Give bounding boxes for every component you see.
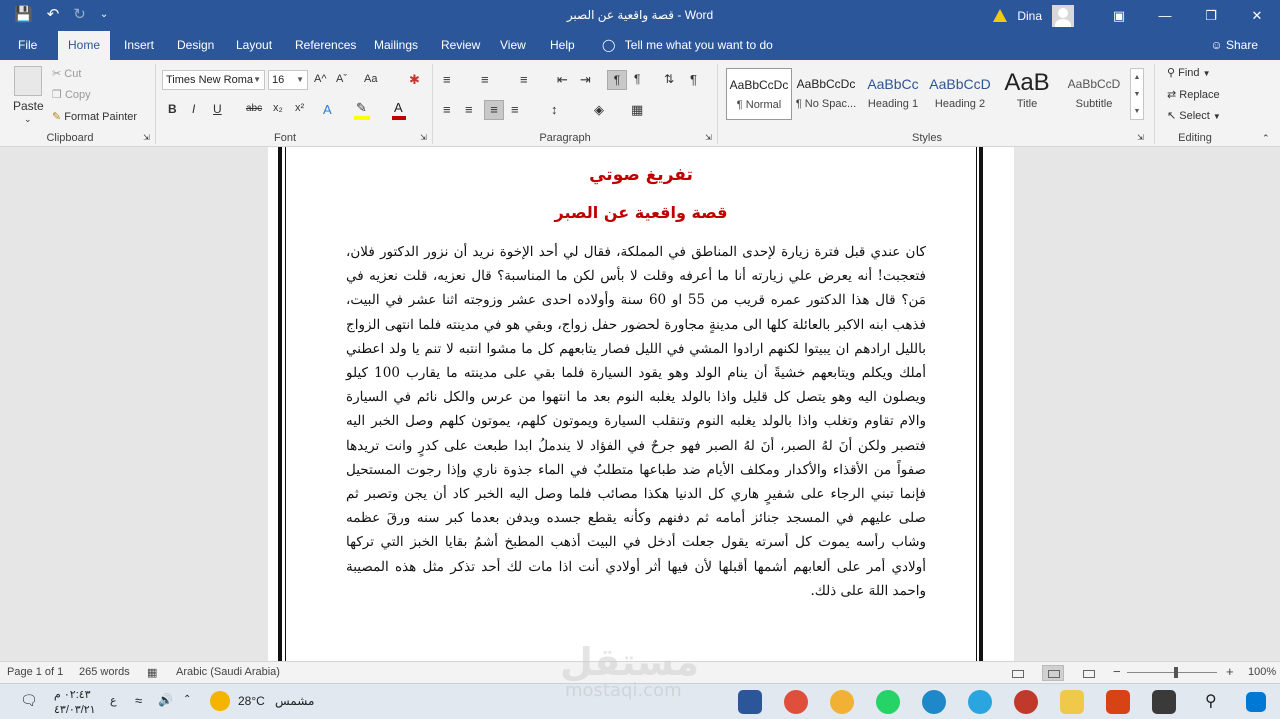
tab-view[interactable]: View [500,38,526,52]
group-label-paragraph: Paragraph [539,132,591,144]
highlight-icon[interactable]: ✎ [356,100,367,115]
quick-app-icon[interactable] [1106,690,1130,714]
tab-file[interactable]: File [18,38,38,52]
find-button[interactable] [1167,66,1211,79]
chrome-profile-icon[interactable] [784,690,808,714]
copy-button[interactable] [52,88,91,101]
group-label-editing: Editing [1178,132,1212,144]
font-name-value: Times New Roma [166,74,253,86]
document-heading[interactable]: تفريغ صوتي [589,165,693,185]
ribbon-tabs [0,31,1280,60]
telegram-icon[interactable] [968,690,992,714]
document-page[interactable] [268,147,1014,661]
share-label: Share [1225,38,1258,52]
format-painter-label: Format Painter [64,111,138,123]
minimize-icon[interactable]: — [1158,8,1172,23]
styles-launcher-icon[interactable]: ⇲ [1137,133,1144,142]
line-spacing-icon[interactable]: ↕ [551,102,558,117]
customize-qat-icon[interactable]: ⌄ [99,9,109,20]
page-border [278,147,282,661]
ribbon-display-options-icon[interactable]: ▣ [1112,7,1126,23]
lightbulb-icon: ◯ [602,38,616,52]
taskbar-date[interactable]: ٤٣/٠٣/٢١ [54,704,96,716]
notification-icon[interactable]: 🗨 [20,692,38,708]
brush-icon: ✎ [52,111,62,123]
clear-formatting-icon[interactable]: ✱ [409,72,420,87]
page-border [976,147,977,661]
media-player-icon[interactable] [1014,690,1038,714]
highlight-color-swatch [354,116,370,120]
style-sample: AaBbCcDc [729,78,789,92]
style-name: Subtitle [1075,98,1113,110]
task-view-icon[interactable] [1152,690,1176,714]
group-label-font: Font [273,132,296,144]
style-normal[interactable] [726,68,792,120]
style-sample: AaBbCcD [1067,77,1121,91]
increase-indent-icon[interactable]: ⇥ [580,72,591,87]
windows-start-icon[interactable] [1246,692,1266,712]
tab-help[interactable]: Help [550,38,575,52]
tab-references[interactable]: References [295,38,357,52]
replace-label: Replace [1179,89,1220,101]
decrease-indent-icon[interactable]: ⇤ [557,72,568,87]
strikethrough-button[interactable]: abc [246,103,263,114]
paste-icon[interactable] [14,66,42,96]
cut-label: Cut [64,68,82,80]
style-name: ¶ No Spac... [795,98,857,110]
collapse-ribbon-icon[interactable]: ⌃ [1262,133,1270,143]
style-heading-1[interactable] [860,68,926,120]
taskbar-time[interactable]: ٠٢:٤٣ م [54,689,91,701]
align-center-icon[interactable]: ≡ [465,102,473,117]
weather-condition[interactable]: مشمس [275,694,315,708]
word-app-icon[interactable] [738,690,762,714]
input-language[interactable]: ع [110,695,117,707]
divider [155,64,156,144]
document-canvas[interactable] [0,147,1280,661]
watermark: mostaqi.com [565,680,682,701]
underline-button[interactable]: U [213,102,222,116]
replace-icon: ⇄ [1167,89,1177,101]
divider [717,64,718,144]
watermark: مستقل [560,640,699,684]
edge-icon[interactable] [922,690,946,714]
weather-sun-icon[interactable] [210,691,230,711]
ribbon-home [0,60,1280,147]
document-title: قصة واقعية عن الصبر - Word [566,8,714,22]
scroll-down-icon[interactable]: ▼ [1133,91,1141,98]
volume-icon[interactable]: 🔊 [158,693,173,707]
paste-button[interactable]: Paste [13,99,44,113]
rtl-direction-icon[interactable]: ¶ [607,70,627,90]
sort-icon[interactable]: ⇅ [664,72,675,86]
style-name: Title [1016,98,1038,110]
document-subheading[interactable]: قصة واقعية عن الصبر [554,203,728,222]
file-explorer-icon[interactable] [1060,690,1084,714]
chevron-down-icon: ▼ [1212,112,1221,121]
zoom-out-icon[interactable]: − [1113,664,1121,679]
wifi-icon[interactable]: ≈ [135,693,143,708]
page-border [979,147,983,661]
copy-icon: ❐ [52,89,62,101]
cursor-icon: ↖ [1167,110,1177,122]
style-no-spacing[interactable] [793,68,859,120]
style-title[interactable] [994,68,1060,120]
weather-temperature[interactable]: 28°C [238,694,265,708]
borders-icon[interactable]: ▦ [631,102,644,117]
style-heading-2[interactable] [927,68,993,120]
italic-button[interactable]: I [192,102,196,116]
search-icon[interactable]: ⚲ [1205,693,1217,710]
style-sample: AaBbCcDc [796,77,856,91]
style-sample: AaBbCcD [929,76,991,92]
bold-button[interactable]: B [168,102,177,116]
share-button[interactable] [1210,31,1258,60]
style-subtitle[interactable] [1061,68,1127,120]
zoom-level[interactable]: 100% [1248,666,1277,678]
page-border [285,147,286,661]
save-icon[interactable]: 💾 [14,6,33,23]
styles-scroll[interactable] [1130,68,1144,120]
style-sample: AaB [1004,69,1050,96]
zoom-slider[interactable] [1127,672,1217,673]
multilevel-list-icon[interactable]: ≡ [520,72,528,87]
font-color-swatch [392,116,406,120]
font-launcher-icon[interactable]: ⇲ [420,133,427,142]
tab-insert[interactable]: Insert [124,38,155,52]
read-mode-icon[interactable] [1006,665,1028,681]
group-label-styles: Styles [912,132,942,144]
numbering-icon[interactable]: ≡ [481,72,489,87]
justify-icon[interactable]: ≡ [511,102,519,117]
tab-home[interactable]: Home [58,31,110,60]
select-label: Select [1179,110,1210,122]
select-button[interactable] [1167,109,1221,122]
maximize-icon[interactable]: ❐ [1205,7,1217,23]
font-color-button[interactable]: A [394,100,403,115]
superscript-button[interactable]: x² [295,102,305,114]
word-count[interactable]: 265 words [79,666,130,678]
person-icon: ☺ [1210,38,1223,52]
replace-button[interactable] [1167,88,1220,101]
tab-design[interactable]: Design [177,38,215,52]
cut-button[interactable] [52,67,81,80]
scissors-icon: ✂ [52,68,62,80]
style-name: ¶ Normal [736,99,782,111]
more-styles-icon[interactable]: ▼ [1133,108,1141,115]
document-body-text[interactable]: كان عندي قبل فترة زيارة لإحدى المناطق في المملكة، فقال لي أحد الإخوة نريد أن نزور الدكتور فلان، فتعجبت! أنه يعرض علي زيارته أنا ما أعرفه وقلت لا بأس لكن ما المناسبة؟ قال نعزيه، قلت نعزيه في مَن؟ قال هذا الدكتور عمره قريب من 55 او 60 سنة وأولاده احدى عشر وزوجته اثنا عشر في البيت، فذهب ابنه الاكبر بالعائلة كلها الى مدينةٍ مجاورة لحضور حفل زواج، وبقي هو في مدينته فلما انتهى الزواج بالليل ارادهم ان يبيتوا لكنهم ارادوا المشي في الليل فصار يتابعهم كل ما مشوا انتبه لا تنم يا ولد اعطني أملك ويكلم ويتابعهم خشيةً أن ينام الولد وهو يقود السيارة فلما بقي على مدينته ما يقارب 100 كيلو ويصلون اليه وهو يتصل كل قليل واذا بالولد يغلبه النوم بعد ما انتهوا من عرس والكل نائم في السيارة والام تقاوم وتغلب واذا بالولد يغلبه النوم وتنقلب السيارة ويموتون كلهم، يموتون كلهم وصل الخبر اليه فتصبر ولكن أنَ لهُ الصبر، أنَ لهُ الصبر فهو جرحٌ في الفؤاد لا يندملُ ابدا طبعت على كدرٍ وانت تريدها صفواً من الأقذاء والأكدار ومكلف الأيام ضد طباعها متطلبٌ في الماء جذوة ناري وإذا رجوت المستحيل فإنما تبني الرجاء على شفيرٍ هاري كل الدنيا هكذا مصائب فلما وصل اليه الخبر كاد أن يجن وتصبر ثم صلى عليهم في المسجد جنائز أمامه ثم دفنهم وكأنه يقطع جسده ويدفن بعدما كبر سنه ورقَ عظمه وشاب رأسه يموت كل أسرته يقول جعلت أدخل في البيت أذهب المطبخ أشمُ بقايا الخبز التي تركها أولادي أمر على ألعابهم أشمها أقبلها لأن فيها أثر أولادي أنت اذا مات لك أحد تذكر مثل هذه المصيبة واحمد اللهَ على ذلك. [346,244,926,599]
clipboard-launcher-icon[interactable]: ⇲ [143,133,150,142]
tab-layout[interactable]: Layout [236,38,273,52]
undo-icon[interactable]: ↶ [46,6,60,23]
align-left-icon[interactable]: ≡ [443,102,451,117]
paste-dropdown-icon[interactable]: ⌄ [24,114,32,124]
grow-font-button[interactable]: A^ [314,73,327,85]
divider [1154,64,1155,144]
user-name[interactable]: Dina [1017,8,1042,23]
scroll-up-icon[interactable]: ▲ [1133,74,1141,81]
find-icon: ⚲ [1167,67,1176,79]
zoom-in-icon[interactable]: + [1226,664,1234,679]
proofing-icon[interactable]: ▦ [147,667,158,679]
tray-overflow-icon[interactable]: ⌃ [183,694,192,705]
change-case-button[interactable]: Aa [364,73,378,85]
ltr-direction-icon[interactable]: ¶ [634,72,641,86]
tell-me-label: Tell me what you want to do [624,38,773,52]
chevron-down-icon: ▼ [253,75,261,84]
page-count[interactable]: Page 1 of 1 [7,666,64,678]
title-bar [0,0,1280,31]
shading-icon[interactable]: ◈ [594,102,604,117]
tab-mailings[interactable]: Mailings [374,38,419,52]
redo-icon[interactable]: ↻ [73,6,86,23]
font-size-dropdown[interactable] [268,70,308,90]
web-layout-icon[interactable] [1077,665,1099,681]
style-name: Heading 2 [934,98,986,110]
text-effects-icon[interactable]: A [323,102,332,117]
style-sample: AaBbCc [867,76,919,92]
chrome-icon[interactable] [830,690,854,714]
chevron-down-icon: ▼ [296,75,304,84]
copy-label: Copy [64,89,91,101]
font-size-value: 16 [272,74,285,86]
divider [432,64,433,144]
close-icon[interactable]: ✕ [1251,7,1263,23]
style-name: Heading 1 [867,98,919,110]
whatsapp-icon[interactable] [876,690,900,714]
font-name-dropdown[interactable] [162,70,265,90]
warning-icon[interactable] [993,9,1007,22]
find-label: Find [1178,67,1200,79]
format-painter-button[interactable] [52,110,137,123]
chevron-down-icon: ▼ [1202,69,1211,78]
shrink-font-button[interactable]: Aˇ [336,73,347,85]
bullets-icon[interactable]: ≡ [443,72,451,87]
avatar[interactable] [1052,5,1074,27]
group-label-clipboard: Clipboard [46,132,94,144]
subscript-button[interactable]: x₂ [273,102,283,114]
paragraph-launcher-icon[interactable]: ⇲ [705,133,712,142]
tab-review[interactable]: Review [441,38,481,52]
language-indicator[interactable]: Arabic (Saudi Arabia) [176,666,280,678]
show-formatting-marks-icon[interactable]: ¶ [690,72,697,87]
align-right-icon[interactable]: ≡ [484,100,504,120]
print-layout-icon[interactable] [1042,665,1064,681]
zoom-slider-thumb[interactable] [1174,667,1178,678]
tell-me-search[interactable] [592,31,783,60]
